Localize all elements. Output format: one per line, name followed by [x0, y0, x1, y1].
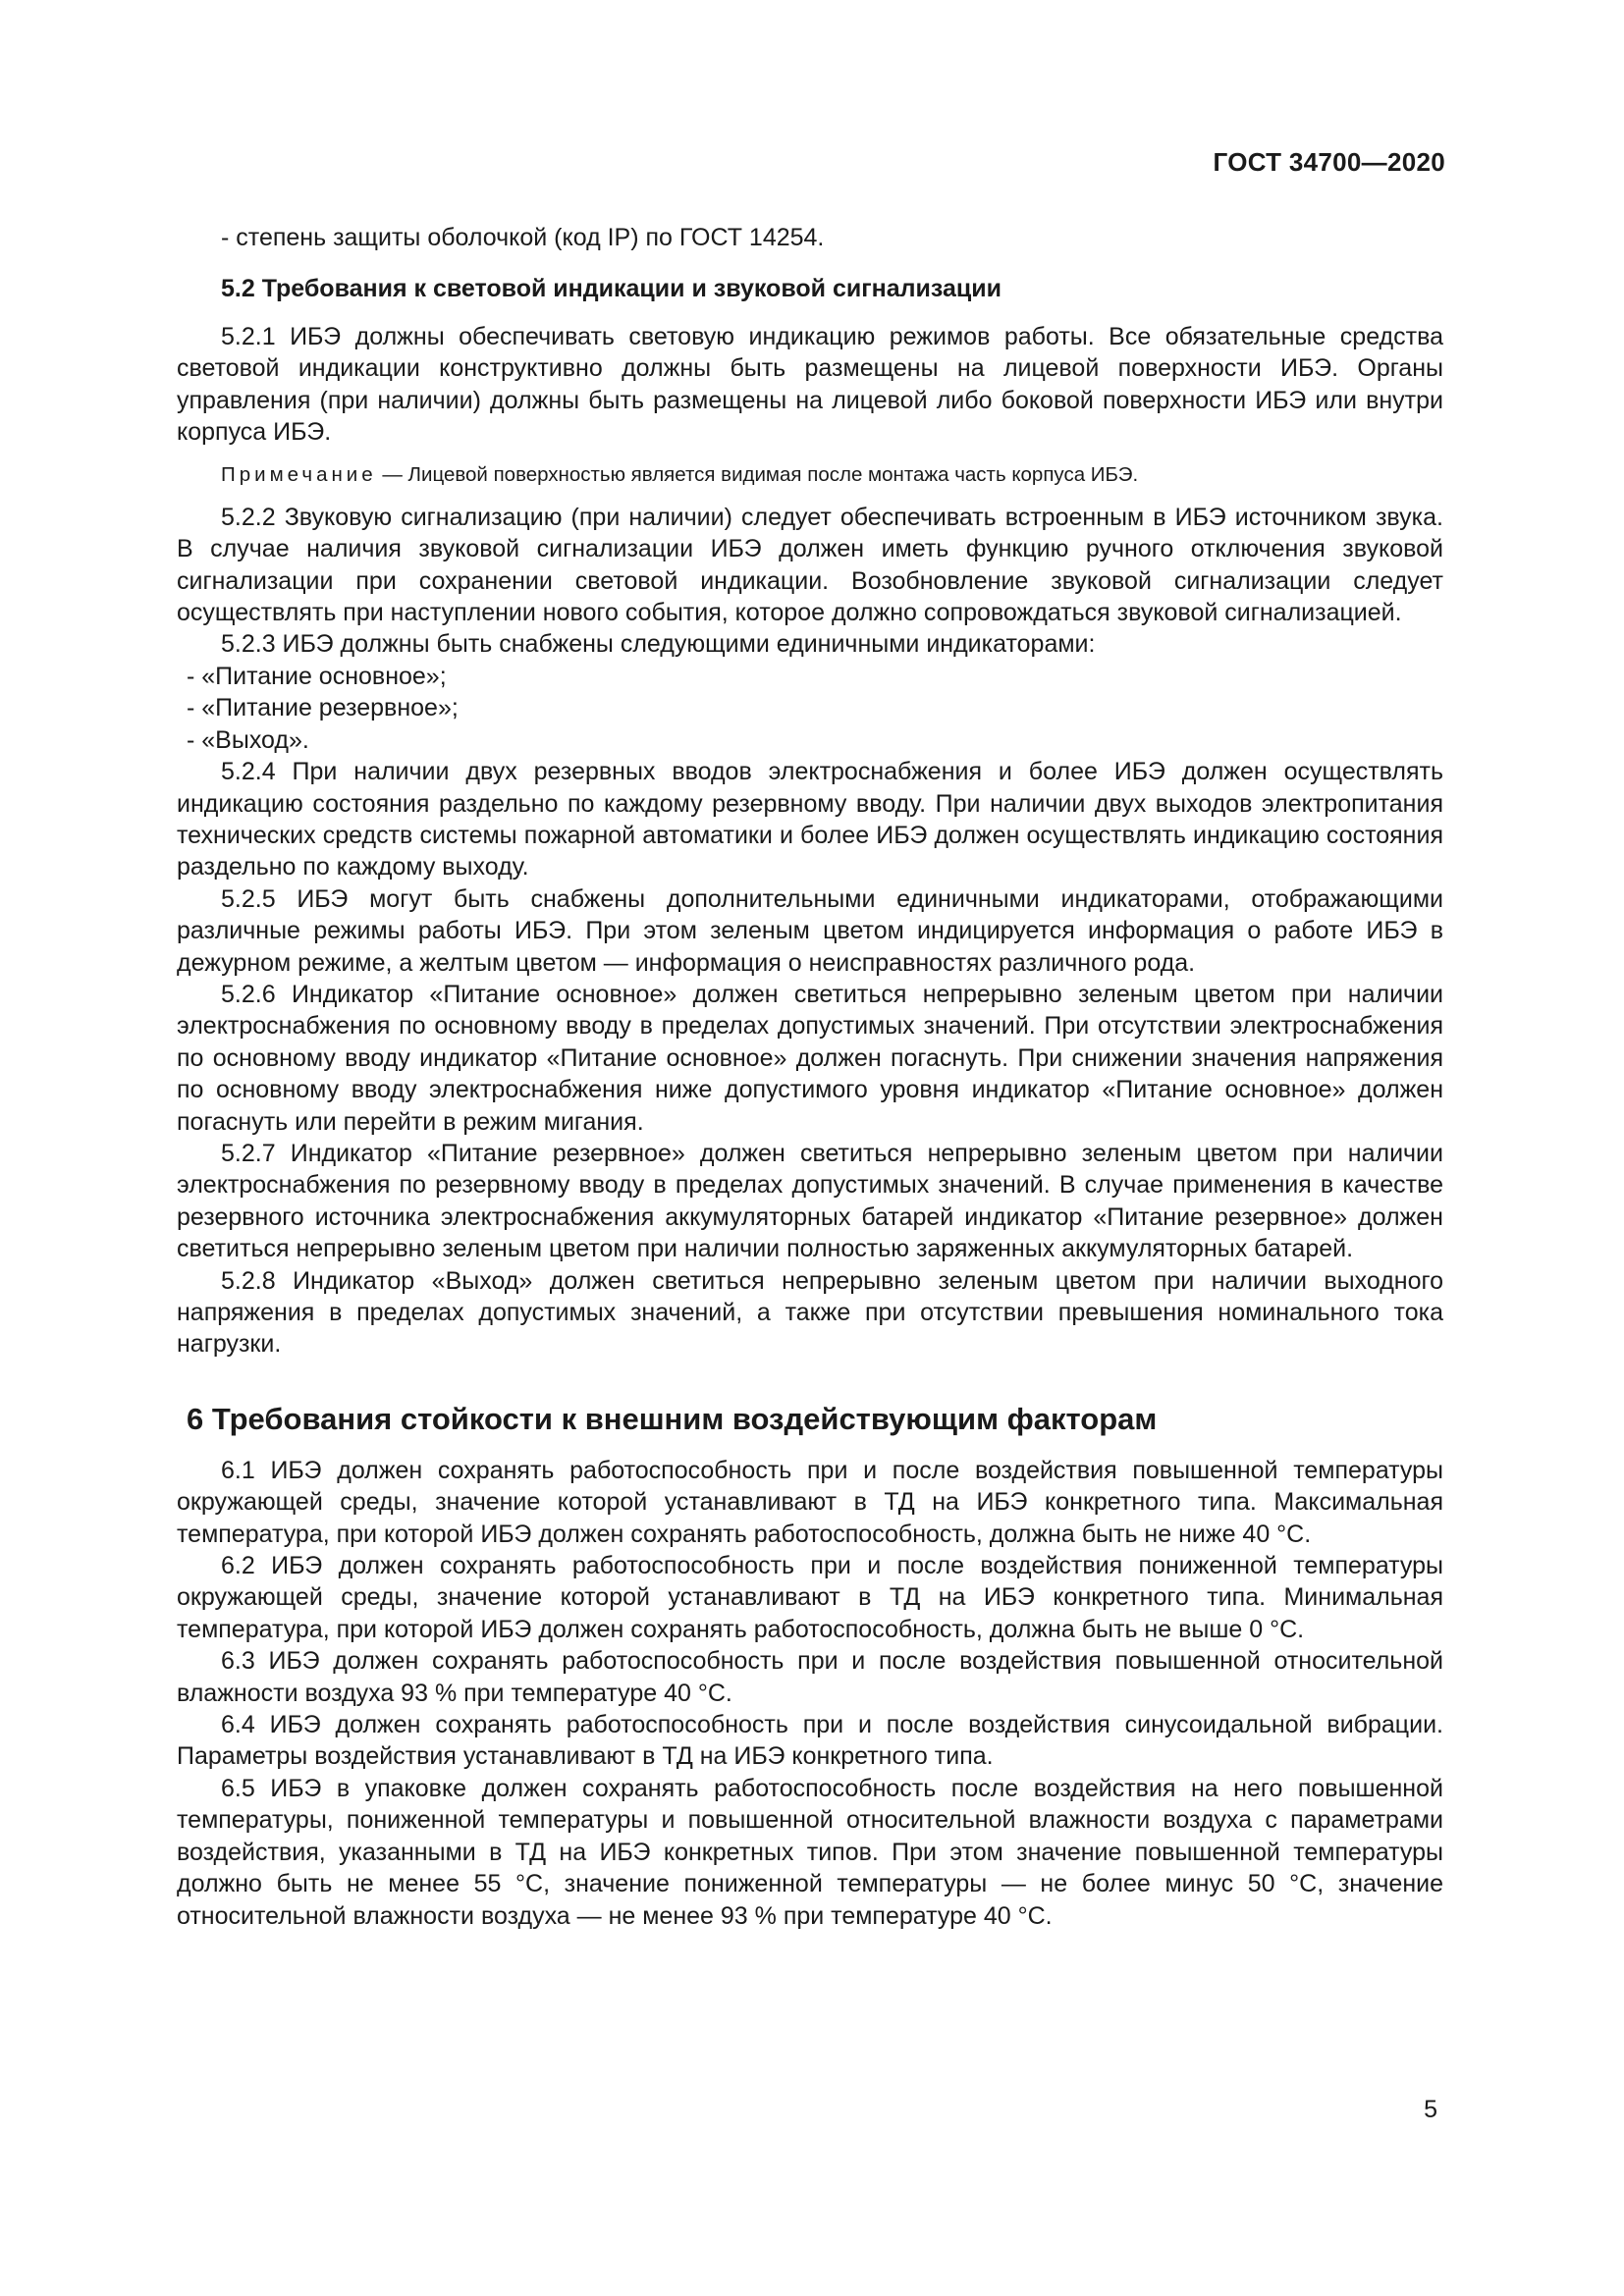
paragraph-5-2-8: 5.2.8 Индикатор «Выход» должен светиться непрерывно зеленым цветом при наличии выходного напряжения в пределах допустимых значений, а также при отсутствии превышения номинального тока нагрузки. [177, 1266, 1443, 1359]
note [177, 459, 1443, 491]
paragraph-6-3: 6.3 ИБЭ должен сохранять работоспособность при и после воздействия повышенной относительной влажности воздуха 93 % при температуре 40 °С. [177, 1647, 1443, 1707]
paragraph-6-4: 6.4 ИБЭ должен сохранять работоспособность при и после воздействия синусоидальной вибрации. Параметры воздействия устанавливают в ТД на ИБЭ конкретного типа. [177, 1711, 1443, 1771]
paragraph-5-2-2: 5.2.2 Звуковую сигнализацию (при наличии) следует обеспечивать встроенным в ИБЭ источником звука. В случае наличия звуковой сигнализации ИБЭ должен иметь функцию ручного отключения звуковой сигнализации при сохранении световой индикации. Возобновление звуковой сигнализации следует осуществлять при наступлении нового события, которое должно сопровождаться звуковой сигнализацией. [177, 503, 1443, 627]
note-text: — Лицевой поверхностью является видимая после монтажа часть корпуса ИБЭ. [376, 463, 1139, 487]
paragraph-5-2-4: 5.2.4 При наличии двух резервных вводов электроснабжения и более ИБЭ должен осуществлять индикацию состояния раздельно по каждому резервному вводу. При наличии двух выходов электропитания технических средств системы пожарной автоматики и более ИБЭ должен осуществлять индикацию состояния раздельно по каждому выходу. [177, 758, 1443, 881]
page-content [177, 222, 1443, 1932]
indicator-list-item: - «Питание резервное»; [187, 694, 459, 722]
page-number: 5 [1424, 2096, 1437, 2123]
paragraph-5-2-7: 5.2.7 Индикатор «Питание резервное» должен светиться непрерывно зеленым цветом при наличии электроснабжения по резервному вводу в пределах допустимых значений. В случае применения в качестве резервного источника электроснабжения аккумуляторных батарей индикатор «Питание резервное» должен светиться непрерывно зеленым цветом при наличии полностью заряженных аккумуляторных батарей. [177, 1139, 1443, 1263]
standard-code-header: ГОСТ 34700—2020 [1213, 147, 1445, 177]
paragraph-6-2: 6.2 ИБЭ должен сохранять работоспособность при и после воздействия пониженной температуры окружающей среды, значение которой устанавливают в ТД на ИБЭ конкретного типа. Минимальная температура, при которой ИБЭ должен сохранять работоспособность, должна быть не выше 0 °С. [177, 1552, 1443, 1643]
note-label: Примечание [221, 463, 377, 487]
indicator-list-item: - «Выход». [187, 725, 309, 754]
paragraph-5-2-6: 5.2.6 Индикатор «Питание основное» должен светиться непрерывно зеленым цветом при наличии электроснабжения по основному вводу в пределах допустимых значений. При отсутствии электроснабжения по основному вводу индикатор «Питание основное» должен погаснуть. При снижении значения напряжения по основному вводу электроснабжения ниже допустимого уровня индикатор «Питание основное» должен погаснуть или перейти в режим мигания. [177, 980, 1443, 1136]
paragraph-5-2-1: 5.2.1 ИБЭ должны обеспечивать световую индикацию режимов работы. Все обязательные средства световой индикации конструктивно должны быть размещены на лицевой поверхности ИБЭ. Органы управления (при наличии) должны быть размещены на лицевой либо боковой поверхности ИБЭ или внутри корпуса ИБЭ. [177, 322, 1443, 447]
indicator-list-item: - «Питание основное»; [187, 662, 447, 690]
intro-list-item: - степень защиты оболочкой (код IP) по ГОСТ 14254. [221, 224, 825, 251]
section-6-title: 6 Требования стойкости к внешним воздействующим факторам [187, 1401, 1158, 1436]
paragraph-6-5: 6.5 ИБЭ в упаковке должен сохранять работоспособность после воздействия на него повышенной температуры, пониженной температуры и повышенной относительной влажности воздуха с параметрами воздействия, указанными в ТД на ИБЭ конкретных типов. При этом значение повышенной температуры должно быть не менее 55 °С, значение пониженной температуры — не более минус 50 °С, значение относительной влажности воздуха — не менее 93 % при температуре 40 °С. [177, 1774, 1443, 1930]
paragraph-5-2-3: 5.2.3 ИБЭ должны быть снабжены следующими единичными индикаторами: [221, 630, 1096, 659]
section-5-2-title: 5.2 Требования к световой индикации и звуковой сигнализации [221, 275, 1001, 303]
paragraph-5-2-5: 5.2.5 ИБЭ могут быть снабжены дополнительными единичными индикаторами, отображающими различные режимы работы ИБЭ. При этом зеленым цветом индицируется информация о работе ИБЭ в дежурном режиме, а желтым цветом — информация о неисправностях различного рода. [177, 884, 1443, 977]
paragraph-6-1: 6.1 ИБЭ должен сохранять работоспособность при и после воздействия повышенной температуры окружающей среды, значение которой устанавливают в ТД на ИБЭ конкретного типа. Максимальная температура, при которой ИБЭ должен сохранять работоспособность, должна быть не ниже 40 °С. [177, 1456, 1443, 1548]
